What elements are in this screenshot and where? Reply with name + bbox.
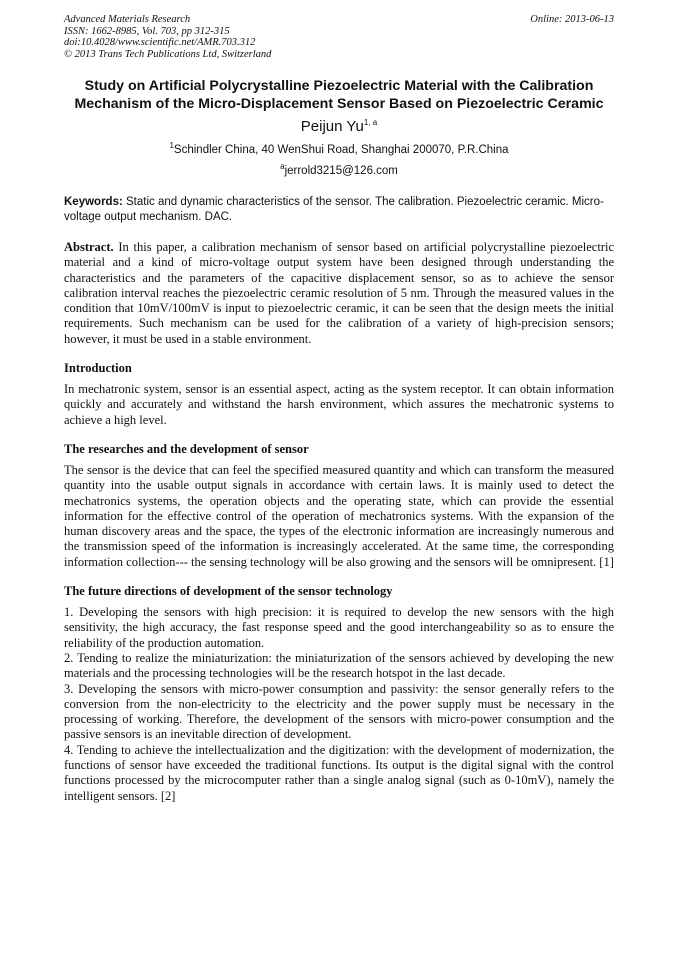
section-body-researches: The sensor is the device that can feel the specified measured quantity and which can transform the measured quantity into the usable output signals in accordance with certain laws. It is mainly used to detect the mechatronics systems, the operation objects and the operating state, which can provide the essential information for the effective control of the operation of mechatronics systems. With the expansion of the human discovery areas and the space, the types of the electronic information are increasingly numerous and the transmission speed of the information is increasingly accelerated. At the same time, the corresponding information collection--- the sensing technology will be also growing and the sensors will be omnipresent. [1] (64, 462, 614, 569)
email-line (64, 164, 614, 178)
paper-title: Study on Artificial Polycrystalline Piezoelectric Material with the Calibration Mechanism of the Micro-Displacement Sensor Based on Piezoelectric Ceramic (74, 78, 604, 112)
list-item: 2. Tending to realize the miniaturization: the miniaturization of the sensors achieved by developing the new materials and the processing technologies will be the research hotspot in the last decade. (64, 650, 614, 681)
keywords-paragraph (64, 195, 614, 225)
email-superscript: a (280, 162, 285, 172)
abstract-paragraph (64, 240, 614, 347)
issn-line: ISSN: 1662-8985, Vol. 703, pp 312-315 (64, 25, 230, 37)
future-directions-list (64, 605, 614, 804)
author-name: Peijun Yu (300, 118, 364, 135)
copyright-line: © 2013 Trans Tech Publications Ltd, Switzerland (64, 48, 272, 60)
author-superscript: 1, a (363, 118, 378, 127)
paper-page (64, 14, 614, 804)
doi-line: doi:10.4028/www.scientific.net/AMR.703.312 (64, 37, 256, 48)
email-address: jerrold3215@126.com (284, 165, 398, 177)
keywords-text: Static and dynamic characteristics of the sensor. The calibration. Piezoelectric ceramic. Micro-voltage output mechanism. DAC. (64, 196, 604, 223)
list-item: 1. Developing the sensors with high precision: it is required to develop the new sensors with the high sensitivity, the high accuracy, the fast response speed and the good interchangeability so as to ensure the reliability of the production automation. (64, 605, 614, 650)
list-item: 4. Tending to achieve the intellectualization and the digitization: with the development of modernization, the functions of sensor have exceeded the traditional functions. Its output is the digital signal with the control functions processed by the microcomputer rather than a single analog signal (such as 0-10mV), namely the intelligent sensors. [2] (64, 742, 614, 803)
author-line (64, 118, 614, 136)
affiliation-superscript: 1 (169, 141, 174, 151)
section-body-introduction: In mechatronic system, sensor is an essential aspect, acting as the system receptor. It can obtain information quickly and accurately and withstand the harsh environment, which assures the mechatronic systems to achieve a high level. (64, 382, 614, 427)
abstract-label: Abstract. (64, 240, 114, 254)
abstract-text: In this paper, a calibration mechanism of sensor based on artificial polycrystalline piezoelectric material and a kind of micro-voltage output system have been designed through understanding the characteristics and the parameters of the capacitive displacement sensor, so as to achieve the sensor calibration interval reaches the piezoelectric ceramic resolution of 5 nm. Through the measured values in the condition that 10mV/100mV is input to piezoelectric ceramic, it can be seen that the design meets the initial requirements. Such mechanism can be used for the calibration of a variety of high-precision sensors; however, it must be used in a stable environment. (64, 240, 614, 346)
online-date: Online: 2013-06-13 (530, 14, 614, 25)
journal-name: Advanced Materials Research (64, 14, 191, 25)
affiliation-line (64, 143, 614, 157)
affiliation-text: Schindler China, 40 WenShui Road, Shanghai 200070, P.R.China (173, 144, 509, 156)
keywords-label: Keywords: (64, 196, 123, 208)
list-item: 3. Developing the sensors with micro-power consumption and passivity: the sensor generally refers to the conversion from the non-electricity to the electricity and the power supply must be necessary in the processing of working. Therefore, the development of the sensors with micro-power consumption and the passive sensors is an inevitable direction of development. (64, 681, 614, 742)
section-heading-future-directions: The future directions of development of the sensor technology (64, 584, 393, 599)
section-heading-introduction: Introduction (64, 361, 132, 376)
section-heading-researches: The researches and the development of sensor (64, 441, 309, 456)
journal-header (64, 14, 614, 60)
